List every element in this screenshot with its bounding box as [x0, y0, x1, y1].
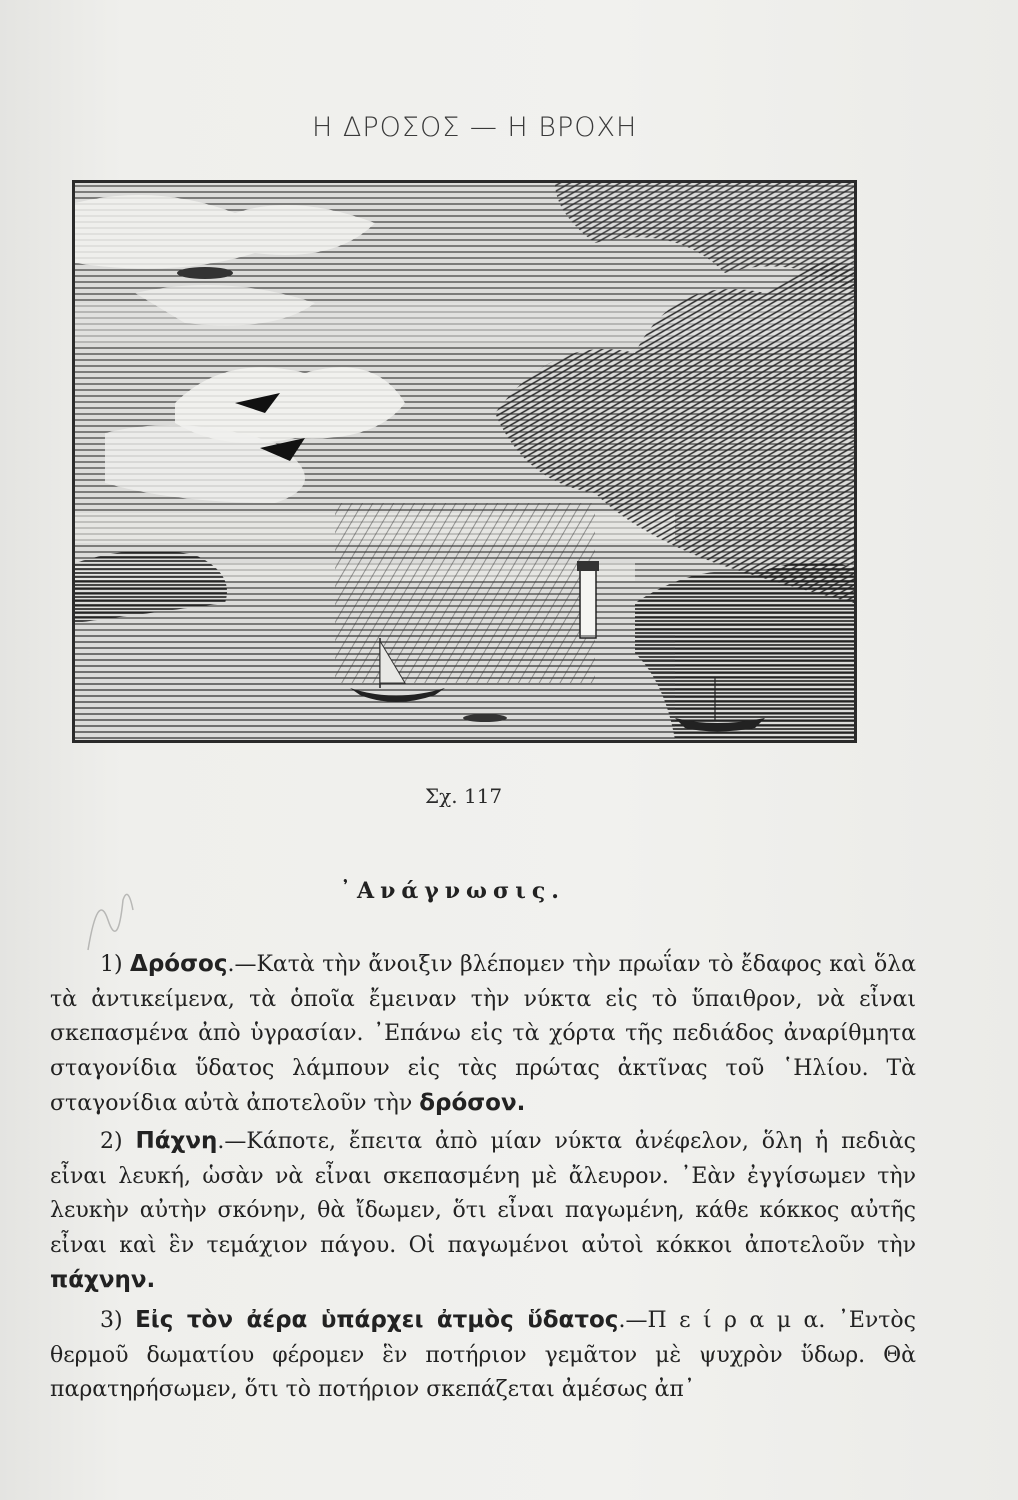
paragraph-frost	[50, 1124, 916, 1299]
figure-caption: Σχ. 117	[425, 784, 503, 808]
engraving-figure	[72, 180, 857, 743]
paragraph-number: 3)	[100, 1308, 123, 1333]
running-head: Η ΔΡΟΣΟΣ — Η ΒΡΟΧΗ	[312, 112, 638, 143]
paragraph-text: .—Κάποτε, ἔπειτα ἀπὸ μίαν νύκτα ἀνέφελον, ὅλη ἡ πεδιὰς εἶναι λευκή, ὡσὰν νὰ εἶναι σκεπασμένη μὲ ἄλευρον. ᾿Εὰν ἐγγίσωμεν τὴν λευκὴν αὐτὴν σκόνην, θὰ ἴδωμεν, ὅτι εἶναι παγωμένη, κάθε κόκκος αὐτῆς εἶναι καὶ ἓν τεμάχιον πάγου. Οἱ παγωμένοι αὐτοὶ κόκκοι ἀποτελοῦν τὴν	[50, 1129, 916, 1258]
paragraph-number: 1)	[100, 952, 123, 977]
paragraph-end-bold: δρόσον.	[419, 1090, 526, 1116]
paragraph-text: .—Κατὰ τὴν ἄνοιξιν βλέπομεν τὴν πρωΐαν τὸ ἔδαφος καὶ ὅλα τὰ ἀντικείμενα, τὰ ὁποῖα ἔμειναν τὴν νύκτα εἰς τὸ ὕπαιθρον, νὰ εἶναι σκεπασμένα ἀπὸ ὑγρασίαν. ᾿Επάνω εἰς τὰ χόρτα τῆς πεδιάδος ἀναρίθμητα σταγονίδια ὕδατος λάμπουν εἰς τὰς πρώτας ἀκτῖνας τοῦ ῾Ηλίου. Τὰ σταγονίδια αὐτὰ ἀποτελοῦν τὴν	[50, 952, 917, 1116]
paragraph-lead: Πάχνη	[135, 1128, 218, 1154]
paragraph-lead: Εἰς τὸν ἀέρα ὑπάρχει ἀτμὸς ὕδατος	[135, 1307, 619, 1333]
paragraph-end-bold: πάχνην.	[50, 1267, 156, 1293]
section-title: ᾿Ανάγνωσις.	[340, 878, 565, 904]
paragraph-lead: Δρόσος	[130, 951, 228, 977]
engraving-illustration	[75, 183, 854, 740]
paragraph-vapour	[50, 1303, 916, 1408]
paragraph-text: .—Π ε ί ρ α μ α. ᾿Εντὸς θερμοῦ δωματίου φέρομεν ἓν ποτήριον γεμᾶτον μὲ ψυχρὸν ὕδωρ. Θὰ παρατηρήσωμεν, ὅτι τὸ ποτήριον σκεπάζεται ἀμέσως ἀπ᾿	[50, 1308, 916, 1402]
paragraph-number: 2)	[100, 1129, 123, 1154]
paragraph-dew	[50, 947, 916, 1122]
